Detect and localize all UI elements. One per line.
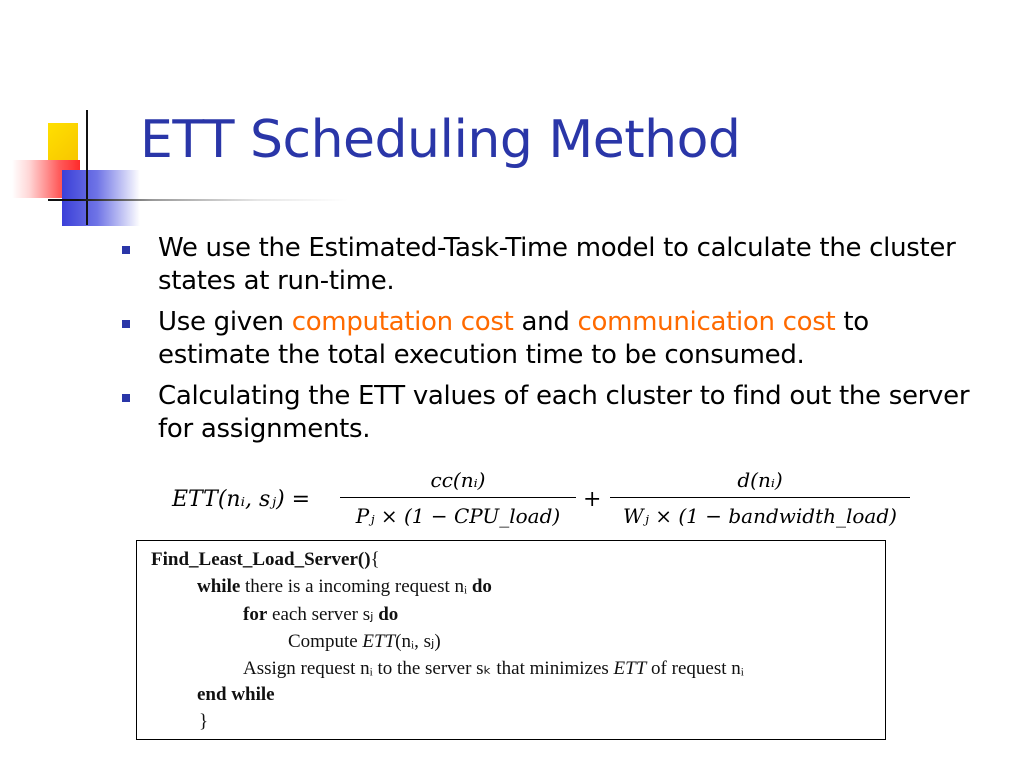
bullet-text-part: to estimate the total execution time to be consumed. [158, 307, 869, 370]
algo-function-name: Find_Least_Load_Server() [151, 549, 371, 570]
bullet-square-icon [122, 394, 130, 402]
algo-for-line [243, 603, 398, 626]
algo-keyword: while [197, 576, 241, 597]
bullet-text-part: and [513, 307, 578, 337]
algo-text: (nᵢ, sⱼ) [395, 631, 441, 652]
ett-formula [172, 465, 917, 535]
algorithm-box [136, 540, 886, 740]
formula-plus: + [583, 487, 602, 512]
algo-text: Assign request nᵢ to the server sₖ that minimizes [243, 658, 614, 679]
bullet-item [122, 306, 982, 372]
logo-yellow-square [48, 123, 78, 165]
algo-text: each server sⱼ [267, 604, 379, 625]
bullet-item [122, 380, 982, 446]
algo-open-brace: { [370, 549, 380, 570]
algo-keyword: do [471, 576, 492, 597]
bullet-square-icon [122, 320, 130, 328]
bullet-list [122, 232, 982, 454]
title-underline [48, 199, 348, 201]
fraction-denominator: Wⱼ × (1 − bandwidth_load) [623, 504, 897, 528]
algo-assign-line [243, 657, 744, 680]
algo-close-brace: } [199, 711, 209, 732]
fraction-bar [610, 497, 910, 498]
highlight-communication-cost: communication cost [577, 307, 836, 337]
highlight-computation-cost: computation cost [291, 307, 514, 337]
algo-ett-italic: ETT [613, 658, 647, 679]
formula-fraction-computation [340, 465, 576, 531]
algo-text: of request nᵢ [646, 658, 744, 679]
formula-fraction-communication [610, 465, 910, 531]
bullet-text: Calculating the ETT values of each cluster to find out the server for assignments. [158, 381, 970, 444]
algo-text: Compute [288, 631, 363, 652]
algo-keyword: do [378, 604, 399, 625]
bullet-item [122, 232, 982, 298]
formula-lhs: ETT(nᵢ, sⱼ) = [172, 487, 311, 512]
algo-header [151, 549, 380, 571]
algo-text: there is a incoming request nᵢ [240, 576, 472, 597]
algo-compute-line [288, 630, 441, 653]
slide-title: ETT Scheduling Method [140, 110, 741, 170]
bullet-square-icon [122, 246, 130, 254]
algo-ett-italic: ETT [362, 631, 396, 652]
logo-vertical-line [86, 110, 88, 225]
fraction-denominator: Pⱼ × (1 − CPU_load) [355, 504, 561, 528]
fraction-numerator: cc(nᵢ) [430, 468, 486, 492]
bullet-text-part: Use given [158, 307, 292, 337]
fraction-bar [340, 497, 576, 498]
bullet-text: We use the Estimated-Task-Time model to calculate the cluster states at run-time. [158, 233, 956, 296]
fraction-numerator: d(nᵢ) [737, 468, 783, 492]
logo-blue-gradient [62, 170, 140, 226]
algo-end-while: end while [197, 684, 275, 705]
algo-while-line [197, 576, 492, 598]
algo-keyword: for [243, 604, 268, 625]
